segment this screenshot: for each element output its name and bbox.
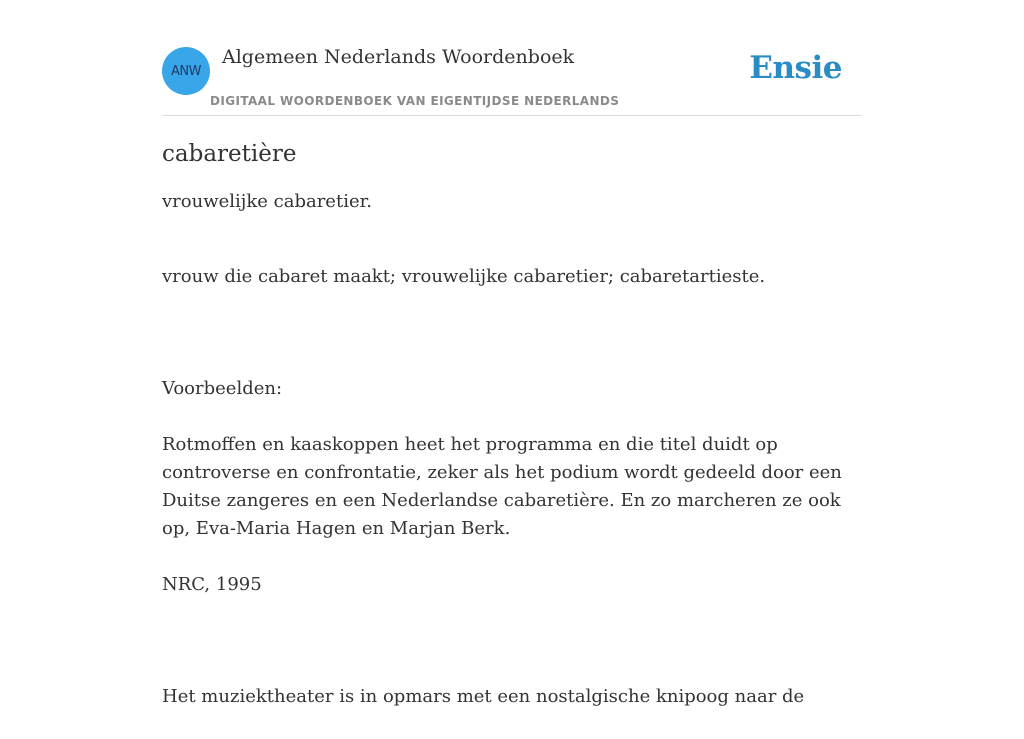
example-text: Het muziektheater is in opmars met een nostalgische knipoog naar de — [162, 686, 805, 707]
site-subtitle: DIGITAAL WOORDENBOEK VAN EIGENTIJDSE NEDERLANDS — [210, 94, 620, 108]
ensie-brand-logo[interactable]: Ensie — [749, 50, 842, 86]
entry-headword: cabaretière — [162, 141, 297, 167]
entry-content — [162, 138, 862, 739]
examples-label: Voorbeelden: — [162, 378, 283, 399]
example-text: Rotmoffen en kaaskoppen heet het programma en die titel duidt op controverse en confrontatie, zeker als het podium wordt gedeeld door een Duitse zangeres en een Nederlandse cabaretière. En zo marcheren ze ook op, Eva-Maria Hagen en Marjan Berk. — [162, 434, 842, 539]
long-definition: vrouw die cabaret maakt; vrouwelijke cabaretier; cabaretartieste. — [162, 266, 766, 287]
site-title[interactable]: Algemeen Nederlands Woordenboek — [222, 46, 575, 68]
anw-logo[interactable] — [162, 47, 210, 95]
definition-block — [162, 235, 862, 739]
spacer — [162, 627, 862, 655]
anw-logo-text: ANW — [171, 63, 201, 79]
site-header — [162, 40, 862, 116]
spacer — [162, 319, 862, 347]
short-definition: vrouwelijke cabaretier. — [162, 191, 372, 212]
example-source: NRC, 1995 — [162, 574, 262, 595]
